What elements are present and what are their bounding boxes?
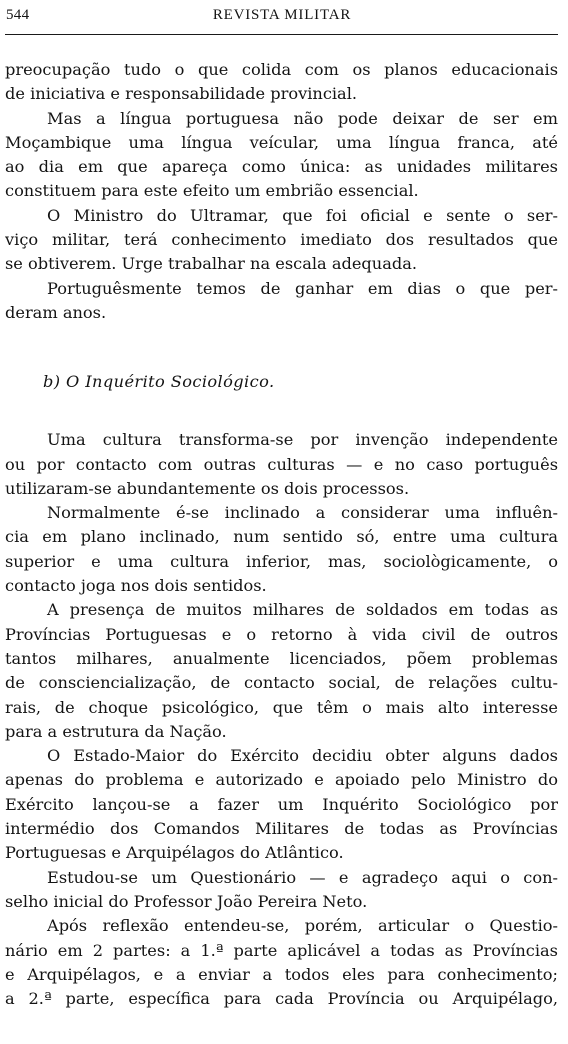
paragraph <box>5 866 558 915</box>
text-line: cia em plano inclinado, num sentido só, entre uma cultura <box>5 527 558 547</box>
header-rule <box>5 34 558 35</box>
section-heading: b) O Inquérito Sociológico. <box>43 372 275 392</box>
text-line: O Ministro do Ultramar, que foi oficial e sente o ser- <box>47 205 558 225</box>
paragraph <box>5 598 558 744</box>
text-line: Províncias Portuguesas e o retorno à vida civil de outros <box>5 624 558 644</box>
text-line: Normalmente é-se inclinado a considerar uma influên- <box>47 503 558 523</box>
text-line: ao dia em que apareça como única: as unidades militares <box>5 157 558 177</box>
text-line: preocupação tudo o que colida com os planos educacionais <box>5 60 558 79</box>
text-line: Exército lançou-se a fazer um Inquérito Sociológico por <box>5 794 558 814</box>
text-line: selho inicial do Professor João Pereira Neto. <box>5 891 368 911</box>
text-line: utilizaram-se abundantemente os dois processos. <box>5 478 410 498</box>
text-line: rais, de choque psicológico, que têm o mais alto interesse <box>5 697 558 717</box>
text-line: nário em 2 partes: a 1.ª parte aplicável a todas as Províncias <box>5 940 558 960</box>
page-number: 544 <box>6 7 30 23</box>
text-line: deram anos. <box>5 302 107 322</box>
paragraph <box>5 914 558 1011</box>
paragraph <box>5 277 558 326</box>
text-line: de iniciativa e responsabilidade provincial. <box>5 84 358 104</box>
text-line: contacto joga nos dois sentidos. <box>5 576 267 596</box>
paragraph <box>5 428 558 501</box>
text-line: Portuguêsmente temos de ganhar em dias o que per- <box>47 278 558 298</box>
paragraph <box>5 107 558 204</box>
journal-title: REVISTA MILITAR <box>212 7 352 23</box>
text-line: A presença de muitos milhares de soldados em todas as <box>47 600 558 620</box>
text-line: para a estrutura da Nação. <box>5 721 227 741</box>
paragraph <box>5 744 558 865</box>
text-line: tantos milhares, anualmente licenciados, põem problemas <box>5 648 558 668</box>
text-line: Moçambique uma língua veícular, uma língua franca, até <box>5 132 558 152</box>
running-head <box>6 7 558 29</box>
paragraph <box>5 501 558 598</box>
spacer <box>5 395 558 428</box>
text-line: apenas do problema e autorizado e apoiado pelo Ministro do <box>5 770 558 790</box>
text-line: de consciencialização, de contacto social, de relações cultu- <box>5 673 558 693</box>
text-line: e Arquipélagos, e a enviar a todos eles para conhecimento; <box>5 964 558 984</box>
text-line: Portuguesas e Arquipélagos do Atlântico. <box>5 843 344 863</box>
text-line: O Estado-Maior do Exército decidiu obter alguns dados <box>47 746 558 766</box>
text-line: Uma cultura transforma-se por invenção independente <box>47 430 558 450</box>
text-line: viço militar, terá conhecimento imediato dos resultados que <box>5 230 558 250</box>
text-line: ou por contacto com outras culturas — e no caso português <box>5 454 558 474</box>
spacer <box>5 325 558 369</box>
paragraph <box>5 204 558 277</box>
body-text <box>5 58 558 1011</box>
text-line: se obtiverem. Urge trabalhar na escala adequada. <box>5 254 418 274</box>
text-line: Mas a língua portuguesa não pode deixar de ser em <box>47 108 558 128</box>
text-line: constituem para este efeito um embrião essencial. <box>5 181 419 201</box>
text-line: intermédio dos Comandos Militares de todas as Províncias <box>5 819 558 839</box>
paragraph <box>5 58 558 107</box>
text-line: a 2.ª parte, específica para cada Província ou Arquipélago, <box>5 989 558 1009</box>
text-line: Após reflexão entendeu-se, porém, articular o Questio- <box>47 916 558 936</box>
text-line: Estudou-se um Questionário — e agradeço aqui o con- <box>47 867 558 887</box>
text-line: superior e uma cultura inferior, mas, sociològicamente, o <box>5 551 558 571</box>
